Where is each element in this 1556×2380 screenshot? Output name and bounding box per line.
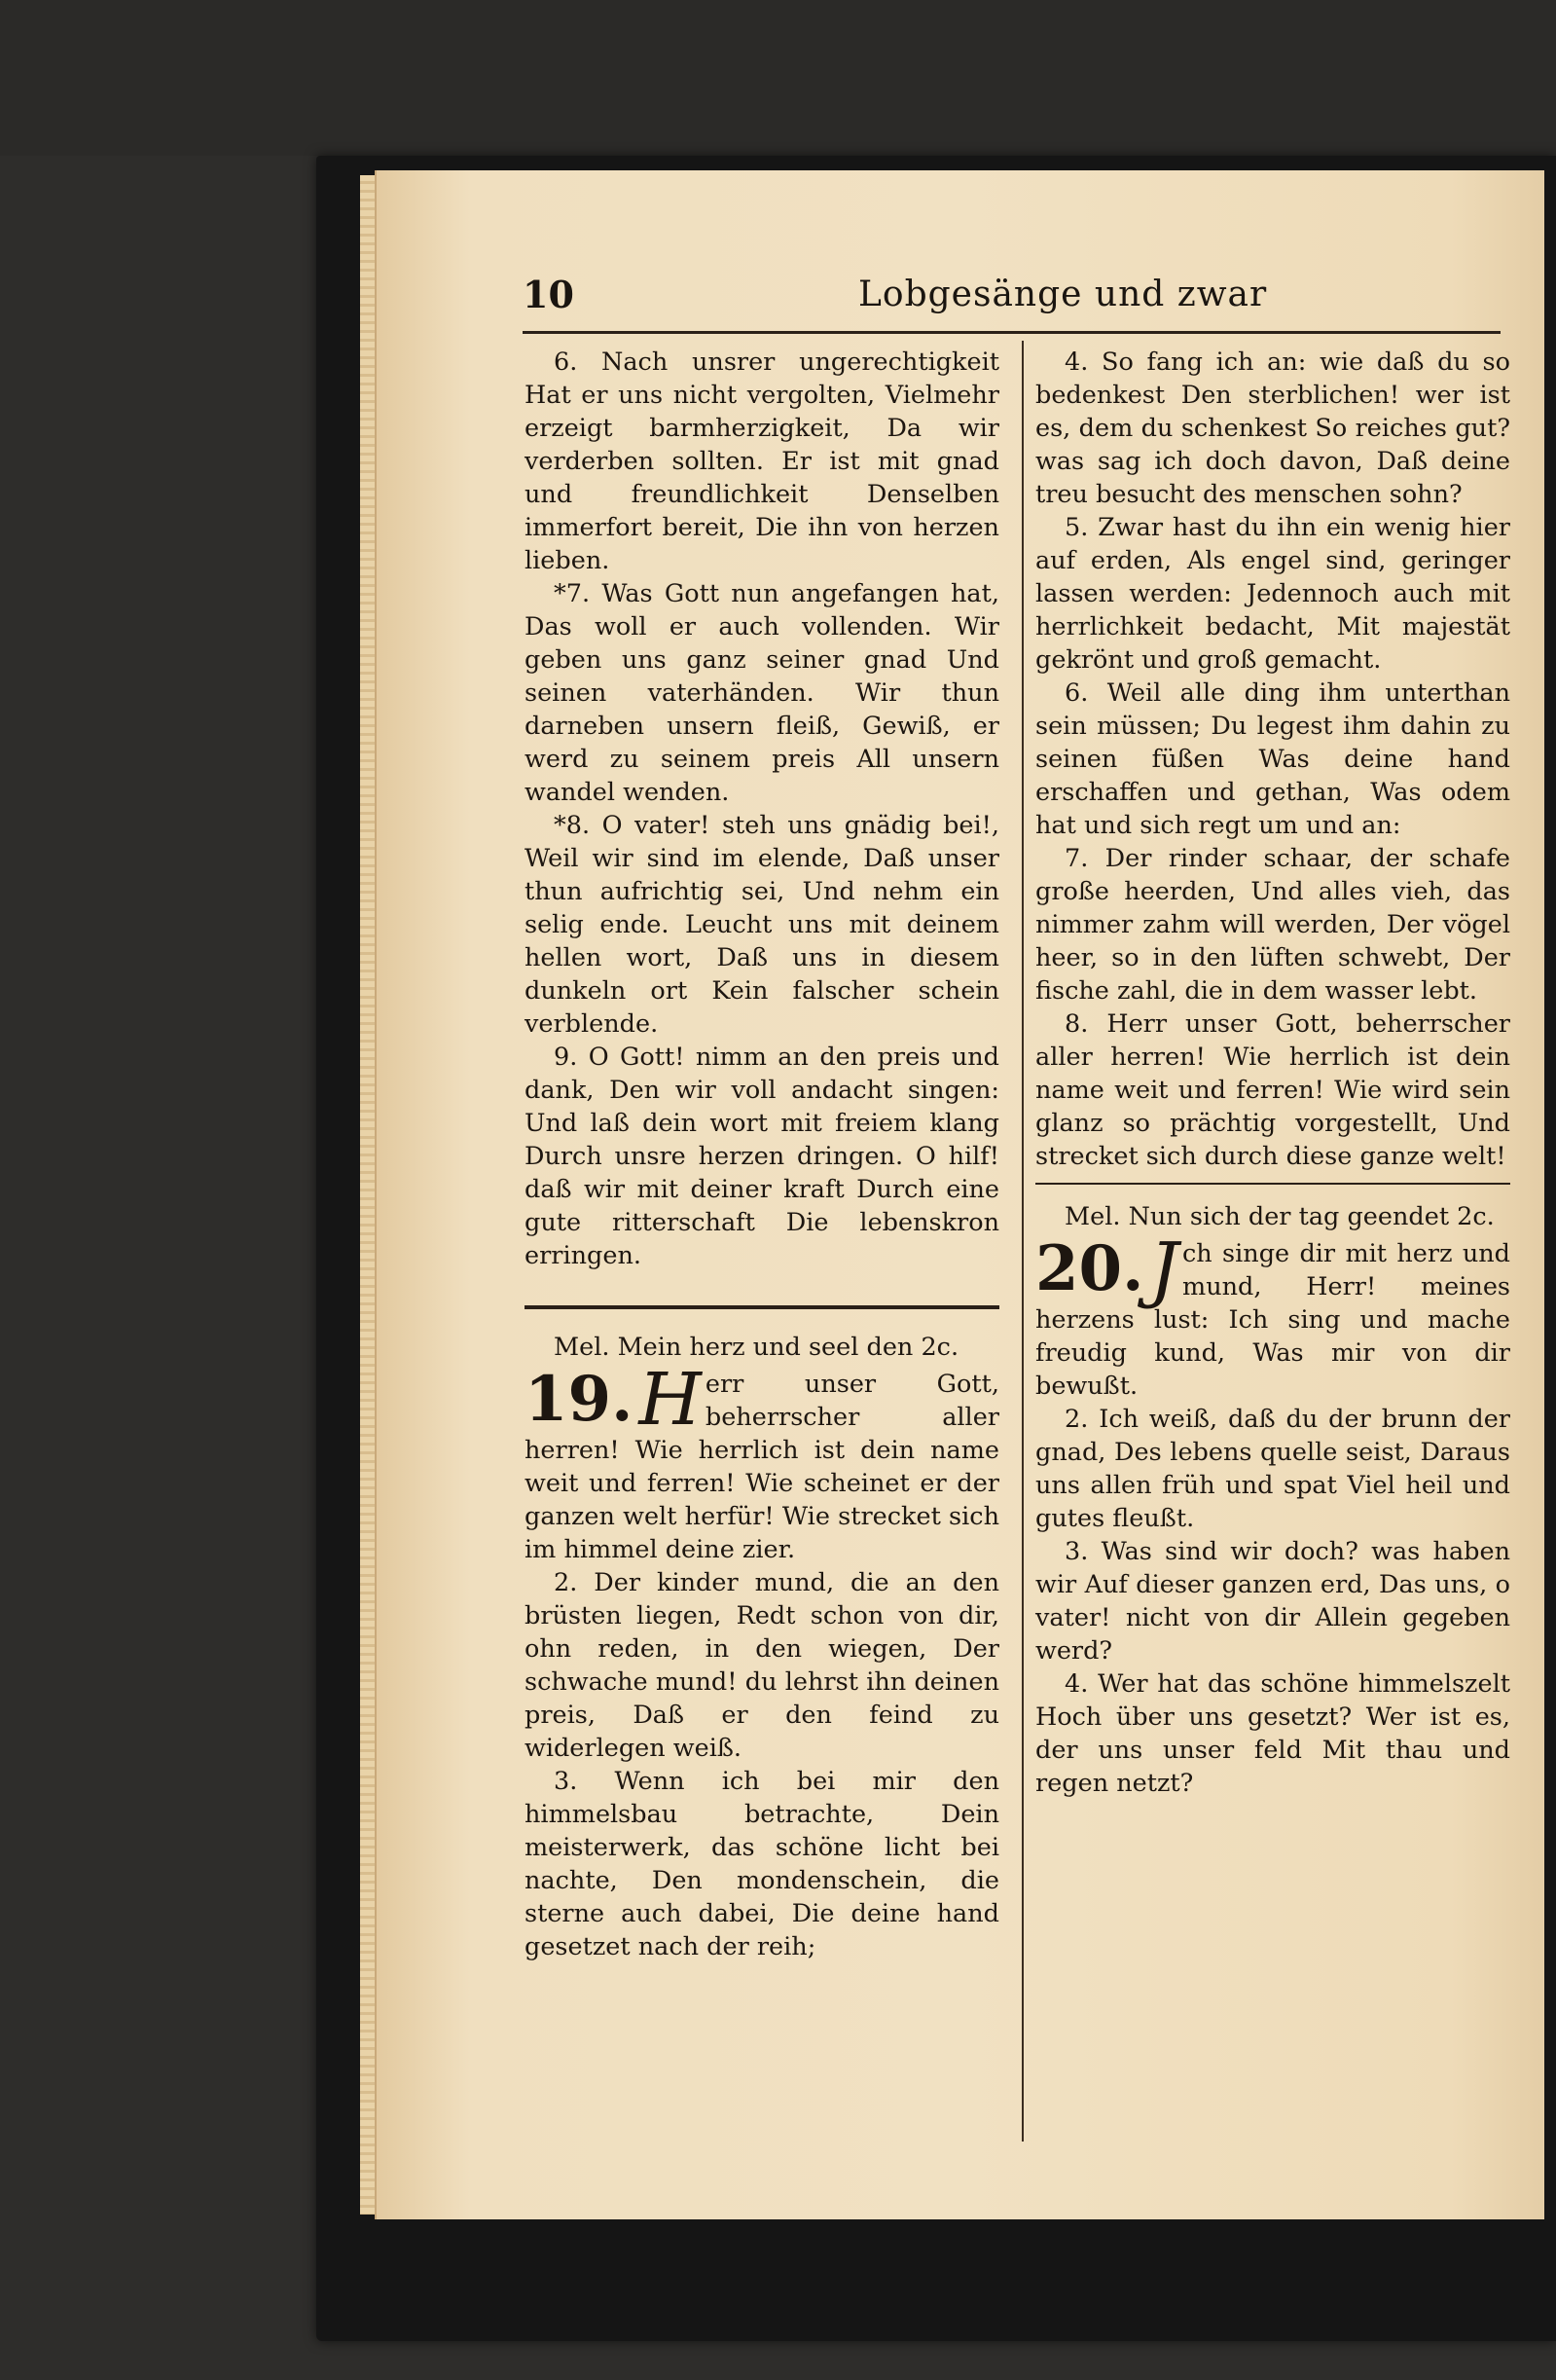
verse: 6. Weil alle ding ihm unterthan sein müssen; Du legest ihm dahin zu seinen füßen Was deine hand erschaffen und gethan, Was odem hat und sich regt um und an: (1035, 678, 1510, 840)
melody-line: Mel. Nun sich der tag geendet 2c. (1065, 1202, 1495, 1231)
verse: 9. O Gott! nimm an den preis und dank, Den wir voll andacht singen: Und laß dein wort mit freiem klang Durch unsre herzen dringen. O hilf! daß wir mit deiner kraft Durch eine gute ritterschaft Die lebenskron erringen. (525, 1043, 999, 1270)
running-title: Lobgesänge und zwar (858, 275, 1268, 314)
verse: 2. Der kinder mund, die an den brüsten liegen, Redt schon von dir, ohn reden, in den wiegen, Der schwache mund! du lehrst ihn deinen preis, Daß er den feind zu widerlegen weiß. (525, 1568, 999, 1763)
book-page (375, 170, 1544, 2219)
verse: 7. Der rinder schaar, der schafe große heerden, Und alles vieh, das nimmer zahm will werden, Der vögel heer, so in den lüften schwebt, Der fische zahl, die in dem wasser lebt. (1035, 844, 1510, 1006)
left-column (525, 346, 999, 1963)
verse: *8. O vater! steh uns gnädig bei!, Weil wir sind im elende, Daß unser thun aufrichtig sei, Und nehm ein selig ende. Leucht uns mit deinem hellen wort, Daß uns in diesem dunkeln ort Kein falscher schein verblende. (525, 811, 999, 1039)
drop-cap: J (1149, 1227, 1179, 1311)
verse: 3. Wenn ich bei mir den himmelsbau betrachte, Dein meisterwerk, das schöne licht bei nachte, Den mondenschein, die sterne auch dabei, Die deine hand gesetzet nach der reih; (525, 1767, 999, 1961)
hymn-19-start (525, 1358, 999, 1566)
verse: *7. Was Gott nun angefangen hat, Das woll er auch vollenden. Wir geben uns ganz seiner gnad Und seinen vaterhänden. Wir thun darneben unsern fleiß, Gewiß, er werd zu seinem preis All unsern wandel wenden. (525, 579, 999, 807)
verse: 5. Zwar hast du ihn ein wenig hier auf erden, Als engel sind, geringer lassen werden: Jedennoch auch mit herrlichkeit bedacht, Mit majestät gekrönt und groß gemacht. (1035, 513, 1510, 675)
column-rule (1022, 341, 1024, 2142)
verse: 4. Wer hat das schöne himmelszelt Hoch über uns gesetzt? Wer ist es, der uns unser feld Mit thau und regen netzt? (1035, 1669, 1510, 1798)
backdrop (0, 0, 1556, 156)
hymn-number: 19. (525, 1363, 633, 1436)
page-number: 10 (523, 273, 574, 316)
melody-line: Mel. Mein herz und seel den 2c. (554, 1333, 959, 1362)
right-column (1035, 346, 1510, 1800)
drop-cap: H (638, 1358, 702, 1442)
verse: 3. Was sind wir doch? was haben wir Auf dieser ganzen erd, Das uns, o vater! nicht von dir Allein gegeben werd? (1035, 1537, 1510, 1666)
hymn-number: 20. (1035, 1232, 1144, 1305)
verse: 6. Nach unsrer ungerechtigkeit Hat er uns nicht vergolten, Vielmehr erzeigt barmherzigkeit, Da wir verderben sollten. Er ist mit gnad und freundlichkeit Denselben immerfort bereit, Die ihn von herzen lieben. (525, 348, 999, 575)
header-rule (523, 331, 1501, 334)
first-verse: err unser Gott, beherrscher aller herren! Wie herrlich ist dein name weit und ferren! Wie scheinet er der ganzen welt herfür! Wie strecket sich im himmel deine zier. (525, 1370, 999, 1564)
section-divider (525, 1305, 999, 1309)
hymn-20-start (1035, 1227, 1510, 1403)
first-verse: ch singe dir mit herz und mund, Herr! meines herzens lust: Ich sing und mache freudig kund, Was mir von dir bewußt. (1035, 1239, 1510, 1401)
verse: 4. So fang ich an: wie daß du so bedenkest Den sterblichen! wer ist es, dem du schenkest So reiches gut? was sag ich doch davon, Daß deine treu besucht des menschen sohn? (1035, 348, 1510, 509)
verse: 2. Ich weiß, daß du der brunn der gnad, Des lebens quelle seist, Daraus uns allen früh und spat Viel heil und gutes fleußt. (1035, 1405, 1510, 1533)
verse: 8. Herr unser Gott, beherrscher aller herren! Wie herrlich ist dein name weit und ferren! Wie wird sein glanz so prächtig vorgestellt, Und strecket sich durch diese ganze welt! (1035, 1009, 1510, 1171)
page-header (523, 273, 1496, 331)
section-divider (1035, 1183, 1510, 1185)
